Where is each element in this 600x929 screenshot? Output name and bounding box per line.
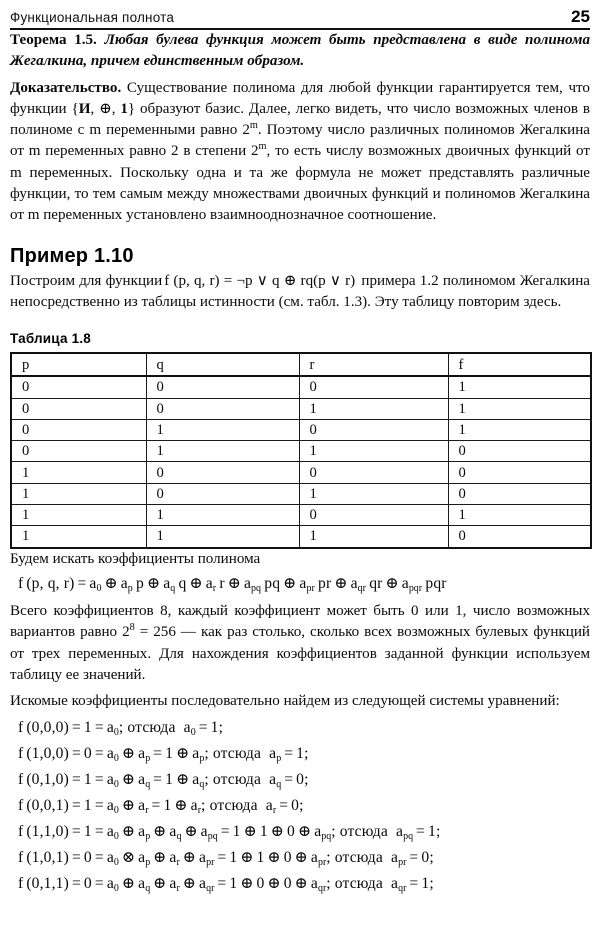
cell-r: 1 [299,483,448,504]
equation-row: f $(0,1,1) = 0 = a_0$ ⊕ $a_q$ ⊕ $a_r$ ⊕ $a_{qr} = 1$ ⊕ 0 ⊕ 0 ⊕ $a_{qr}$; отсюда $a_{qr} = 1$; [18,875,434,895]
cell-r: 0 [299,419,448,440]
cell-q: 0 [146,376,299,398]
proof-text-part-3: . Поэтому число различных полиномов Жегалкина от m переменных равно 2 в степени 2 [10,122,590,160]
equation-row: f $(0,0,1) = 1 = a_0$ ⊕ $a_r = 1$ ⊕ $a_r$; отсюда $a_r = 0$; [18,797,304,817]
running-head-title: Функциональная полнота [10,10,175,25]
cell-f: 0 [448,441,591,462]
cell-r: 1 [299,441,448,462]
cell-p: 1 [11,526,146,548]
equation-row: f $(1,0,0) = 0 = a_0$ ⊕ $a_p = 1$ ⊕ $a_p$; отсюда $a_p = 1$; [18,745,309,765]
cell-f: 1 [448,376,591,398]
page-content [10,30,590,896]
basis-symbol-one: 1 [120,100,128,117]
cell-q: 0 [146,462,299,483]
coefficients-text-a: Всего коэффициентов 8, каждый коэффициент может быть 0 или 1, число возможных вариантов равно 2 [10,602,590,641]
table-caption: Таблица 1.8 [10,331,91,347]
table-row [11,505,591,526]
exponent-8: 8 [129,622,135,634]
proof-text-part-1: Существование полинома для любой функции гарантируется тем, что функции { [10,79,590,117]
theorem-1-5 [10,30,590,73]
cell-p: 0 [11,398,146,419]
cell-p: 0 [11,376,146,398]
cell-r: 0 [299,505,448,526]
basis-symbol-xor: ⊕ [99,100,112,117]
theorem-label: Теорема 1.5. [10,32,97,48]
exponent-m-2: m [258,141,267,153]
example-function-formula: f (p, q, r) = ¬p ∨ q ⊕ rq(p ∨ r) [164,272,356,289]
cell-q: 1 [146,526,299,548]
cell-p: 1 [11,462,146,483]
cell-q: 0 [146,398,299,419]
example-heading: Пример 1.10 [10,244,134,267]
document-page [0,8,600,929]
proof-text-part-4: , то есть числу возможных двоичных функций от m переменных. Поскольку одна и та же формула не может представлять различные функции, то тем самым между множествами двоичных функций и полиномов Жегалкина от m переменных установлено взаимнооднозначное соотношение. [10,143,590,224]
table-row [11,483,591,504]
cell-q: 1 [146,441,299,462]
exponent-m-1: m [249,120,258,132]
table-header-row [11,353,591,376]
proof-text-part-2: } образуют базис. Далее, легко видеть, что число возможных членов в полиноме с m переменными равно 2 [10,100,590,139]
example-text-before: Построим для функции [10,272,163,289]
table-row [11,419,591,440]
table-row [11,526,591,548]
table-row [11,462,591,483]
coefficients-text-b: = 256 — как раз столько, сколько всех возможных булевых функций от трех переменных. Для нахождения коэффициентов заданной функции используем таблицу ее значений. [10,624,590,683]
cell-f: 0 [448,483,591,504]
cell-f: 1 [448,398,591,419]
cell-r: 0 [299,462,448,483]
system-intro-paragraph: Искомые коэффициенты последовательно найдем из следующей системы уравнений: [10,693,560,710]
cell-q: 0 [146,483,299,504]
table-row [11,398,591,419]
column-header-r: r [299,353,448,376]
polynomial-formula: f (p, q, $r) = a_0$ ⊕ $a_p$ p ⊕ $a_q$ q ⊕ $a_r$ r ⊕ $a_{pq}$ pq ⊕ $a_{pr}$ pr ⊕ $a_{qr}$ qr ⊕ $a_{pqr}$ pqr [18,574,447,594]
cell-p: 0 [11,441,146,462]
cell-f: 1 [448,419,591,440]
theorem-statement: Любая булева функция может быть представлена в виде полинома Жегалкина, причем единственным образом. [10,32,590,70]
coefficients-count-paragraph [10,601,590,686]
cell-p: 0 [11,419,146,440]
cell-p: 1 [11,483,146,504]
cell-r: 1 [299,398,448,419]
example-text-after: примера 1.2 полиномом Жегалкина непосредственно из таблицы истинности (см. табл. 1.3). Эту таблицу повторим здесь. [10,272,590,310]
example-paragraph [10,271,590,314]
page-header [10,8,590,27]
equation-row: f $(0,0,0) = 1 = a_0$; отсюда $a_0 = 1$; [18,719,224,739]
basis-separator-1: , [90,100,100,117]
proof-label: Доказательство. [10,79,122,96]
equation-row: f $(1,1,0) = 1 = a_0$ ⊕ $a_p$ ⊕ $a_q$ ⊕ $a_{pq} = 1$ ⊕ 1 ⊕ 0 ⊕ $a_{pq}$; отсюда $a_{pq} = 1$; [18,823,441,843]
cell-p: 1 [11,505,146,526]
equation-row: f $(0,1,0) = 1 = a_0$ ⊕ $a_q = 1$ ⊕ $a_q$; отсюда $a_q = 0$; [18,771,309,791]
truth-table [10,352,592,548]
page-number: 25 [571,7,590,26]
cell-f: 0 [448,526,591,548]
cell-f: 1 [448,505,591,526]
basis-separator-2: , [111,100,121,117]
equation-row: f $(1,0,1) = 0 = a_0$ ⊗ $a_p$ ⊕ $a_r$ ⊕ $a_{pr} = 1$ ⊕ 1 ⊕ 0 ⊕ $a_{pr}$; отсюда $a_{pr} = 0$; [18,849,434,869]
column-header-q: q [146,353,299,376]
cell-r: 0 [299,376,448,398]
coefficients-intro: Будем искать коэффициенты полинома [10,550,261,567]
cell-q: 1 [146,419,299,440]
column-header-p: p [11,353,146,376]
table-row [11,441,591,462]
table-row [11,376,591,398]
cell-q: 1 [146,505,299,526]
column-header-f: f [448,353,591,376]
cell-f: 0 [448,462,591,483]
equation-system [10,716,590,896]
proof-paragraph [10,78,590,227]
basis-symbol-and: И [78,100,91,117]
cell-r: 1 [299,526,448,548]
